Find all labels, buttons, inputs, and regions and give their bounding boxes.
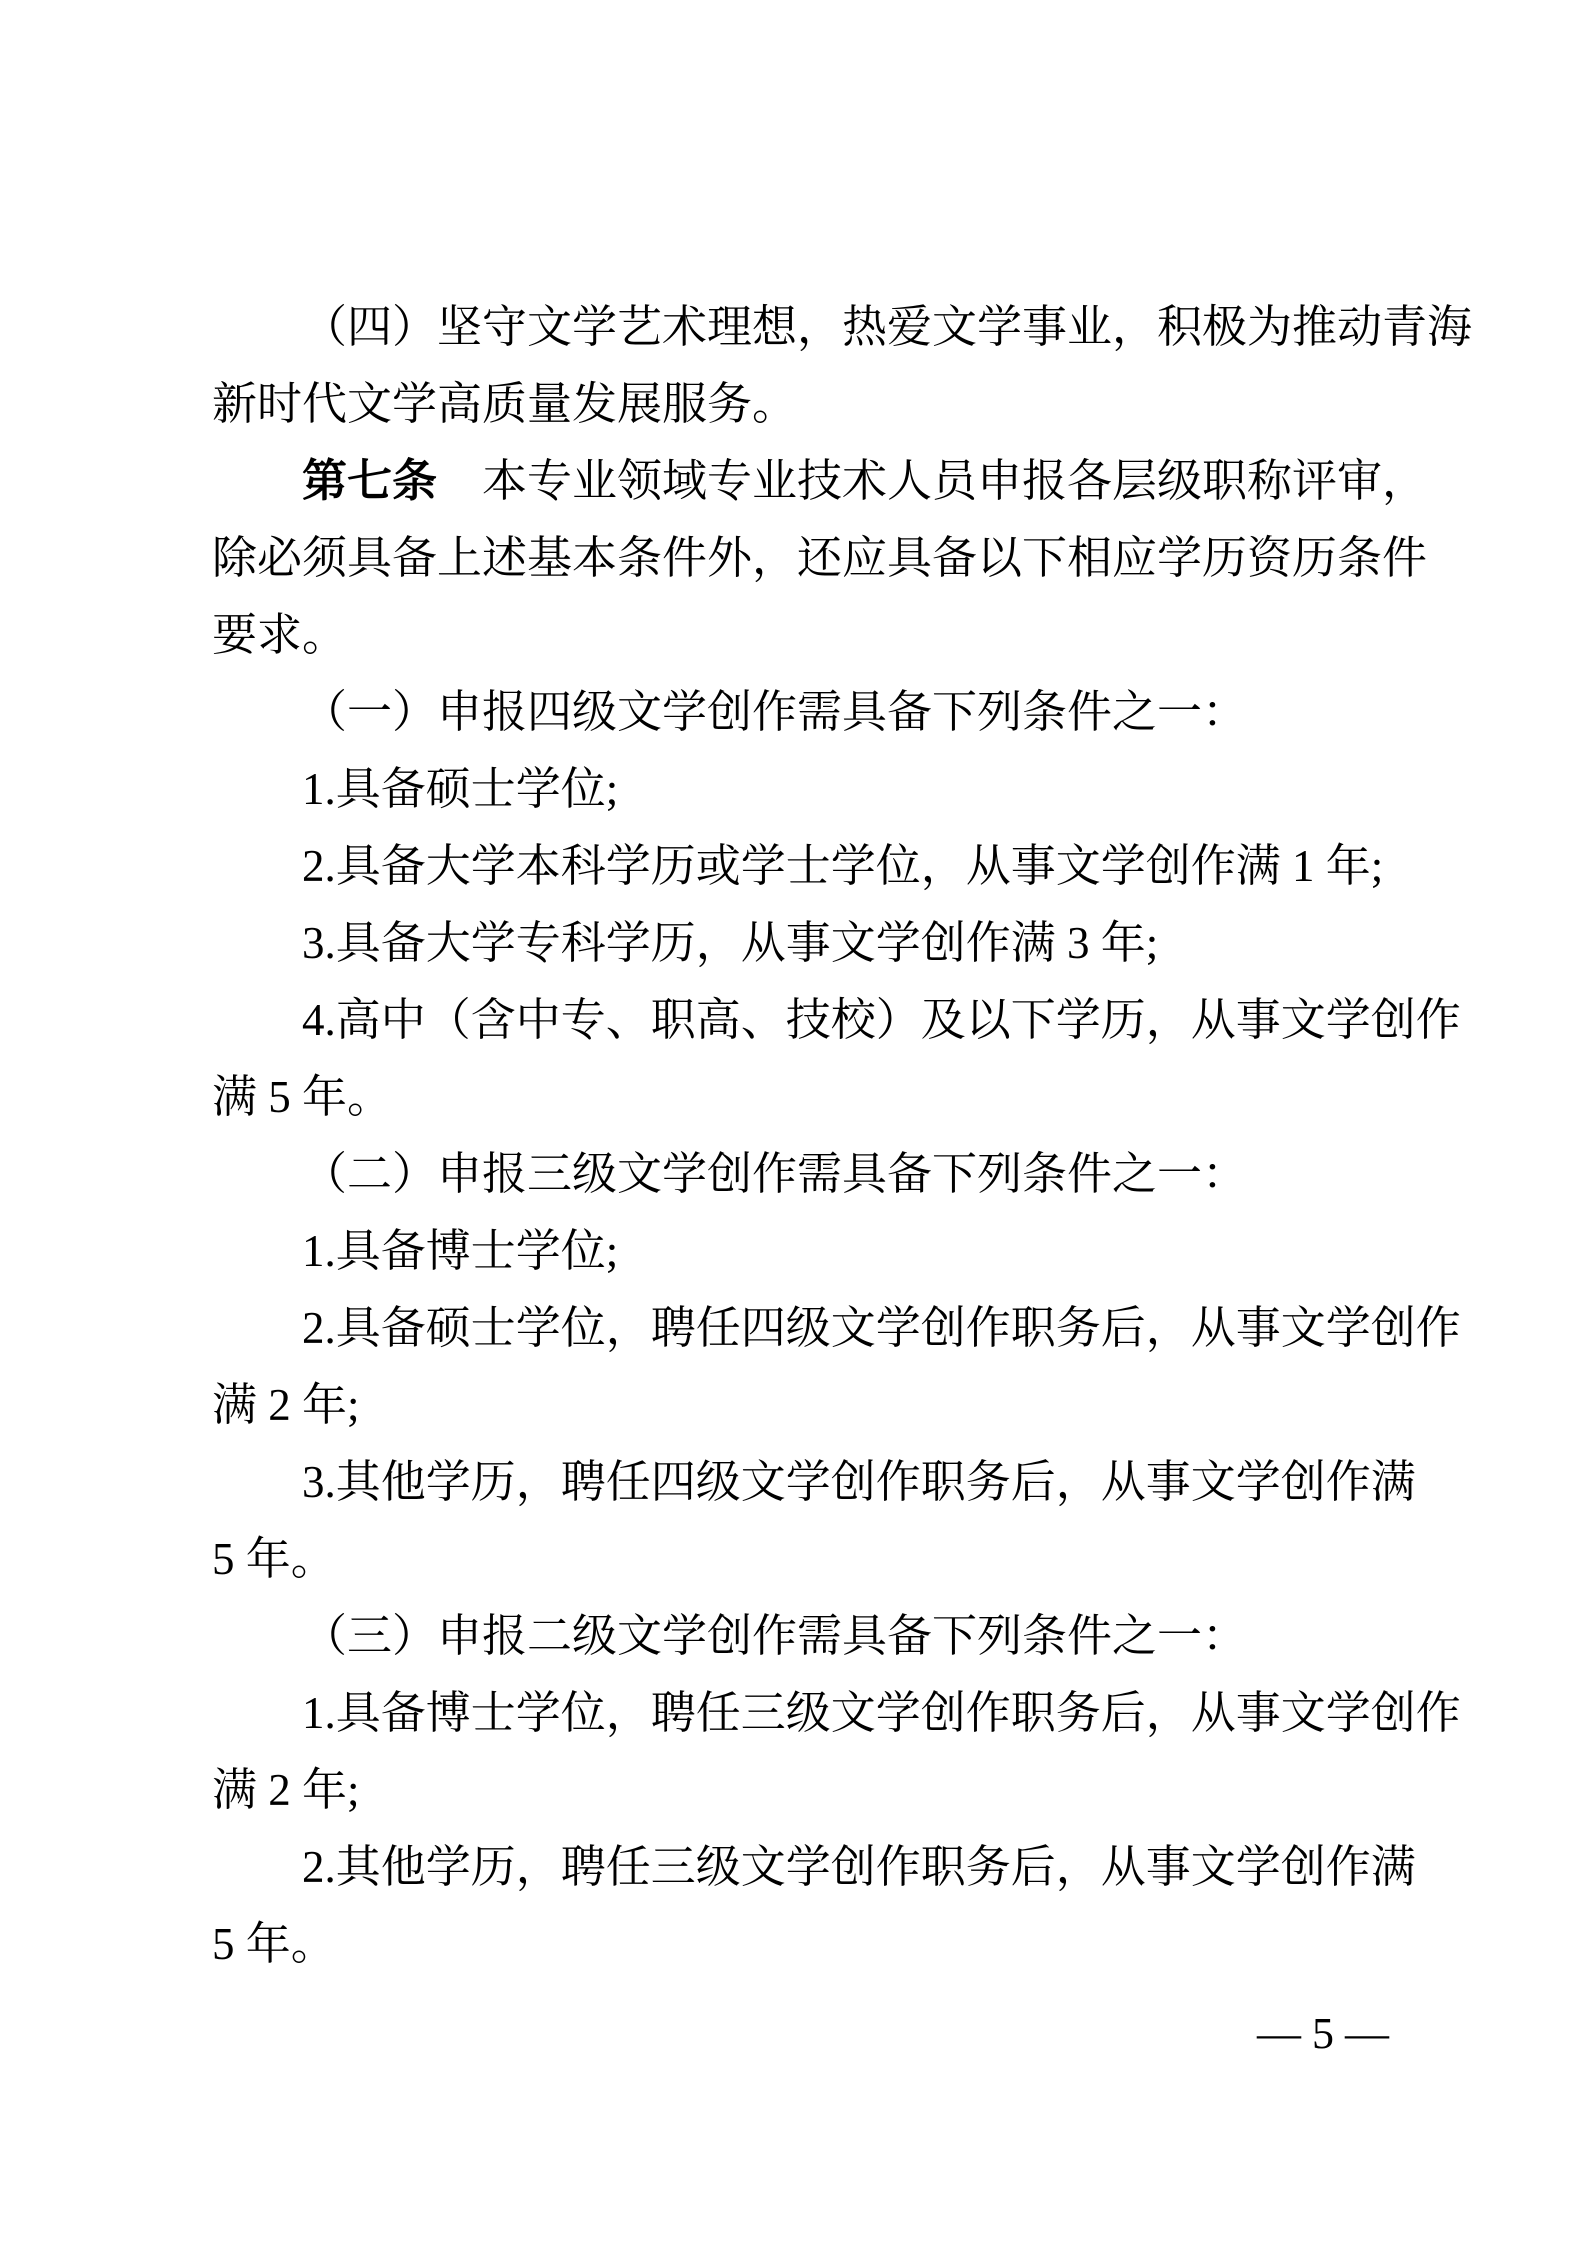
line-text: 要求。 — [212, 610, 348, 660]
text-line — [212, 1213, 1428, 1290]
line-text: 5 年。 — [212, 1534, 336, 1584]
page-number: — 5 — — [1257, 2009, 1389, 2058]
text-line — [212, 1906, 1428, 1983]
line-text: （二）申报三级文学创作需具备下列条件之一： — [302, 1149, 1248, 1199]
line-text: 新时代文学高质量发展服务。 — [212, 379, 798, 429]
text-line — [212, 1367, 1428, 1444]
text-line — [212, 751, 1428, 828]
text-line — [212, 597, 1428, 674]
document-body — [212, 289, 1473, 1983]
text-line — [212, 982, 1461, 1059]
line-text: 本专业领域专业技术人员申报各层级职称评审， — [437, 456, 1428, 506]
text-line — [212, 366, 1428, 443]
line-text: 4.高中（含中专、职高、技校）及以下学历，从事文学创作 — [302, 995, 1461, 1045]
text-line — [212, 520, 1428, 597]
text-line — [212, 1290, 1461, 1367]
line-text: （四）坚守文学艺术理想，热爱文学事业，积极为推动青海 — [302, 302, 1473, 352]
line-text: 2.具备大学本科学历或学士学位，从事文学创作满 1 年; — [302, 841, 1384, 891]
line-text: 1.具备博士学位; — [302, 1226, 619, 1276]
text-line — [212, 1829, 1428, 1906]
text-line — [212, 1521, 1428, 1598]
line-text: （一）申报四级文学创作需具备下列条件之一： — [302, 687, 1248, 737]
line-text: 2.具备硕士学位，聘任四级文学创作职务后，从事文学创作 — [302, 1303, 1461, 1353]
line-text: 满 5 年。 — [212, 1072, 393, 1122]
text-line — [212, 1136, 1428, 1213]
text-line — [212, 289, 1473, 366]
text-line — [212, 828, 1428, 905]
text-line — [212, 1752, 1428, 1829]
line-text: 5 年。 — [212, 1919, 336, 1969]
text-line — [212, 1598, 1428, 1675]
line-text: 1.具备博士学位，聘任三级文学创作职务后，从事文学创作 — [302, 1688, 1461, 1738]
text-line — [212, 1444, 1428, 1521]
line-text: 3.具备大学专科学历，从事文学创作满 3 年; — [302, 918, 1159, 968]
article-number-bold: 第七条 — [302, 456, 438, 506]
line-text: 除必须具备上述基本条件外，还应具备以下相应学历资历条件 — [212, 533, 1428, 583]
line-text: （三）申报二级文学创作需具备下列条件之一： — [302, 1611, 1248, 1661]
text-line — [212, 1059, 1428, 1136]
text-line — [212, 443, 1428, 520]
text-line — [212, 1675, 1461, 1752]
text-line — [212, 674, 1428, 751]
text-line — [212, 905, 1428, 982]
line-text: 满 2 年; — [212, 1380, 360, 1430]
line-text: 2.其他学历，聘任三级文学创作职务后，从事文学创作满 — [302, 1842, 1416, 1892]
line-text: 3.其他学历，聘任四级文学创作职务后，从事文学创作满 — [302, 1457, 1416, 1507]
line-text: 1.具备硕士学位; — [302, 764, 619, 814]
line-text: 满 2 年; — [212, 1765, 360, 1815]
